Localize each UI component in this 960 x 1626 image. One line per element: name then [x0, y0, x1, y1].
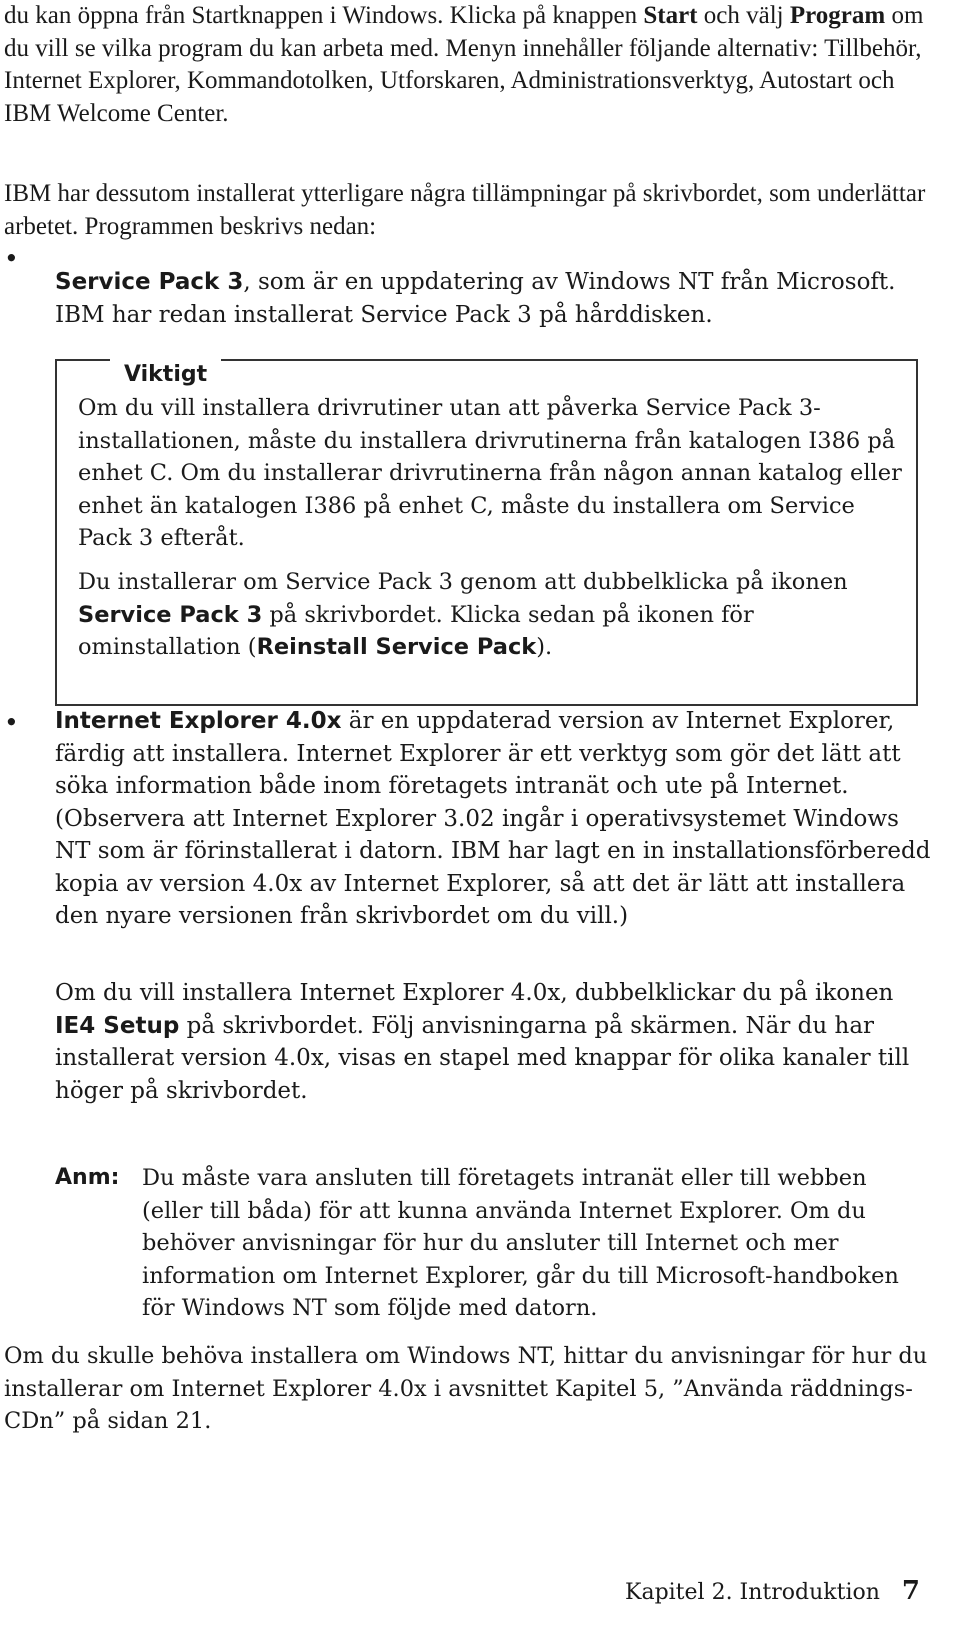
internet-explorer-term: Internet Explorer 4.0x [55, 708, 342, 734]
important-box-title: Viktigt [110, 357, 221, 393]
box-p2-text-3: ). [536, 634, 553, 660]
page-number: 7 [901, 1576, 920, 1606]
ie-install-text-2: på skrivbordet. Följ anvisningarna på skärmen. När du har installerat version 4.0x, visas en stapel med knappar för olika kanaler till höger på skrivbordet. [55, 1012, 910, 1104]
closing-paragraph: Om du skulle behöva installera om Windows NT, hittar du anvisningar för hur du installerar om Internet Explorer 4.0x i avsnittet Kapitel 5, ”Använda räddnings-CDn” på sidan 21. [4, 1343, 928, 1434]
intro-text-2: och välj [697, 2, 790, 29]
footer-chapter: Kapitel 2. Introduktion [625, 1580, 880, 1605]
service-pack-term: Service Pack 3 [55, 269, 244, 295]
intro-paragraph [4, 0, 934, 130]
ie4-setup-term: IE4 Setup [55, 1012, 180, 1039]
page-footer [625, 1576, 920, 1608]
ie-install-text-1: Om du vill installera Internet Explorer 4.0x, dubbelklickar du på ikonen [55, 980, 894, 1006]
start-term: Start [643, 2, 698, 29]
bullet-internet-explorer [55, 705, 935, 933]
bullet-marker: • [4, 244, 19, 273]
box-p2-text-2: på skrivbordet. Klicka sedan på ikonen för ominstallation ( [78, 601, 754, 660]
box-p2-text-1: Du installerar om Service Pack 3 genom att dubbelklicka på ikonen [78, 569, 848, 595]
bullet-marker: • [4, 708, 19, 737]
ie-install-paragraph [55, 977, 935, 1107]
important-box-paragraph-1: Om du vill installera drivrutiner utan att påverka Service Pack 3-installationen, måste du installera drivrutinerna från katalogen I386 på enhet C. Om du installerar drivrutinerna från någon annan katalog eller enhet än katalogen I386 på enhet C, måste du installera om Service Pack 3 efteråt. [78, 395, 902, 551]
reinstall-term: Reinstall Service Pack [256, 634, 537, 660]
intro-text-3: om du vill se vilka program du kan arbeta med. Menyn innehåller följande alternativ: Tillbehör, Internet Explorer, Kommandotolken, Utforskaren, Administrationsverktyg, Autostart och IBM Welcome Center. [4, 2, 924, 127]
important-box-paragraph-2 [78, 566, 908, 664]
bullet-service-pack-text: , som är en uppdatering av Windows NT från Microsoft. IBM har redan installerat Service Pack 3 på hårddisken. [55, 269, 896, 328]
note-text: Du måste vara ansluten till företagets intranät eller till webben (eller till båda) för att kunna använda Internet Explorer. Om du behöver anvisningar för hur du ansluter till Internet och mer information om Internet Explorer, går du till Microsoft-handboken för Windows NT som följde med datorn. [142, 1165, 899, 1321]
intro-text-1: du kan öppna från Startknappen i Windows. Klicka på knappen [4, 2, 644, 29]
program-term: Program [789, 2, 886, 29]
intro-paragraph-2: IBM har dessutom installerat ytterligare några tillämpningar på skrivbordet, som underlättar arbetet. Programmen beskrivs nedan: [4, 180, 926, 240]
bullet-service-pack [55, 266, 935, 331]
note-label: Anm: [55, 1165, 120, 1190]
bullet-ie-text: är en uppdaterad version av Internet Explorer, färdig att installera. Internet Explorer är ett verktyg som gör det lätt att söka information både inom företagets intranät och ute på Internet. (Observera att Internet Explorer 3.02 ingår i operativsystemet Windows NT som är förinstallerat i datorn. IBM har lagt en in installationsförberedd kopia av version 4.0x av Internet Explorer, så att det är lätt att installera den nyare versionen från skrivbordet om du vill.) [55, 708, 931, 929]
service-pack-icon-term: Service Pack 3 [78, 601, 263, 628]
